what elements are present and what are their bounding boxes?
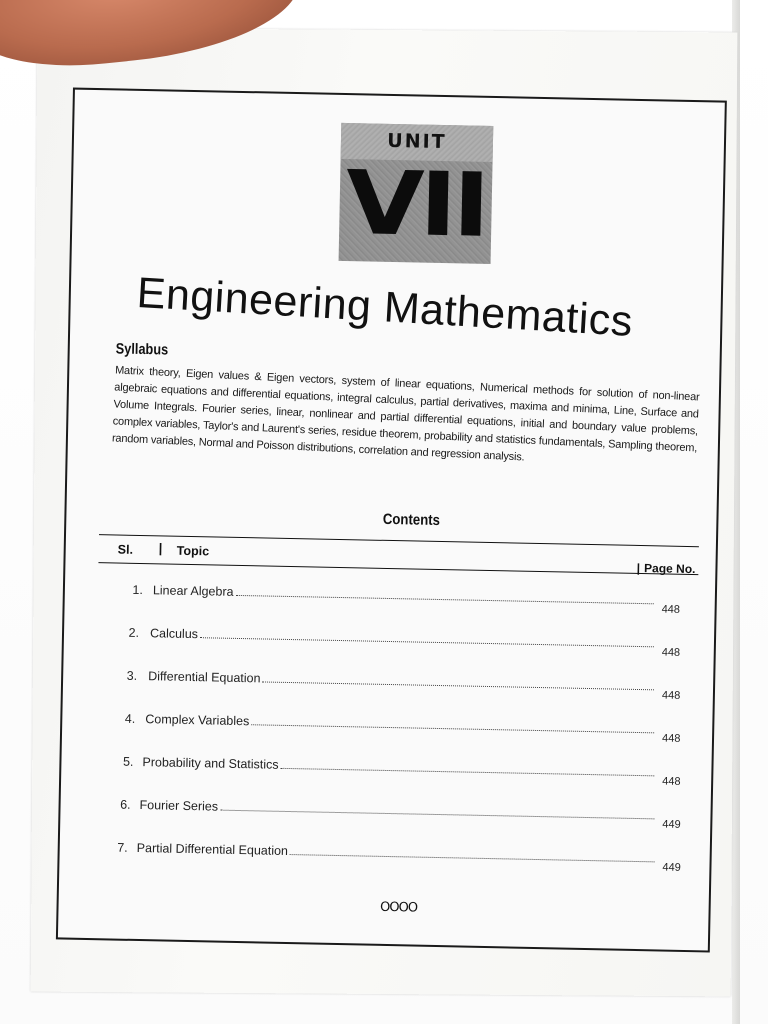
syllabus-text: Matrix theory, Eigen values & Eigen vectors, system of linear equations, Numerical methods for solution of non-linear algebraic equations and differential equations, integral calculus, partial derivatives, maxima and minima, Line, Surface and Volume Integrals. Fourier series, linear, nonlinear and partial differential equations, initial and boundary value problems, complex variables, Taylor's and Laurent's series, residue theorem, probability and statistics fundamentals, Sampling theorem, random variables, Normal and Poisson distributions, correlation and regression analysis.	[111, 364, 700, 464]
list-item-topic: Calculus	[149, 626, 199, 642]
column-separator: |	[636, 560, 641, 576]
dot-leader	[200, 637, 654, 647]
end-ornament: OOOO	[379, 899, 418, 916]
dot-leader	[220, 810, 654, 820]
list-item-page: 448	[661, 646, 681, 659]
table-header-rule	[98, 562, 698, 575]
list-item-topic: Probability and Statistics	[142, 755, 279, 772]
unit-number: VII	[344, 151, 487, 257]
unit-frame	[56, 88, 727, 953]
list-item-page: 449	[662, 861, 681, 874]
list-item-page: 448	[661, 603, 681, 616]
list-item-page: 448	[662, 775, 681, 788]
page-title: Engineering Mathematics	[135, 268, 635, 346]
syllabus-heading: Syllabus	[115, 340, 169, 359]
column-header-topic: Topic	[176, 543, 210, 559]
list-item-number: 4.	[124, 711, 136, 726]
list-item-number: 7.	[117, 840, 128, 855]
book-page	[31, 28, 738, 997]
list-item-page: 448	[661, 732, 681, 745]
list-item-number: 5.	[122, 754, 134, 769]
dot-leader	[235, 595, 653, 604]
list-item-line	[153, 583, 658, 607]
dot-leader	[251, 724, 654, 733]
dot-leader	[281, 768, 655, 777]
contents-heading: Contents	[382, 510, 441, 529]
list-item-topic: Complex Variables	[145, 712, 250, 729]
list-item-number: 3.	[126, 668, 138, 683]
unit-label: UNIT	[387, 129, 447, 154]
list-item-page: 448	[661, 689, 681, 702]
list-item-number: 2.	[128, 625, 140, 640]
column-header-page-label: Page No.	[643, 561, 696, 577]
list-item-number: 6.	[120, 797, 131, 812]
dot-leader	[290, 854, 655, 862]
list-item-number: 1.	[132, 582, 144, 598]
column-header-sl: Sl.	[117, 542, 134, 557]
contents-list	[99, 582, 705, 895]
list-item-topic: Fourier Series	[139, 798, 219, 814]
list-item-topic: Differential Equation	[148, 669, 261, 686]
dot-leader	[262, 681, 654, 690]
list-item-topic: Linear Algebra	[152, 583, 234, 599]
list-item-page: 449	[662, 818, 681, 831]
unit-badge	[339, 123, 494, 264]
list-item-topic: Partial Differential Equation	[136, 840, 289, 859]
column-separator: |	[158, 540, 163, 556]
